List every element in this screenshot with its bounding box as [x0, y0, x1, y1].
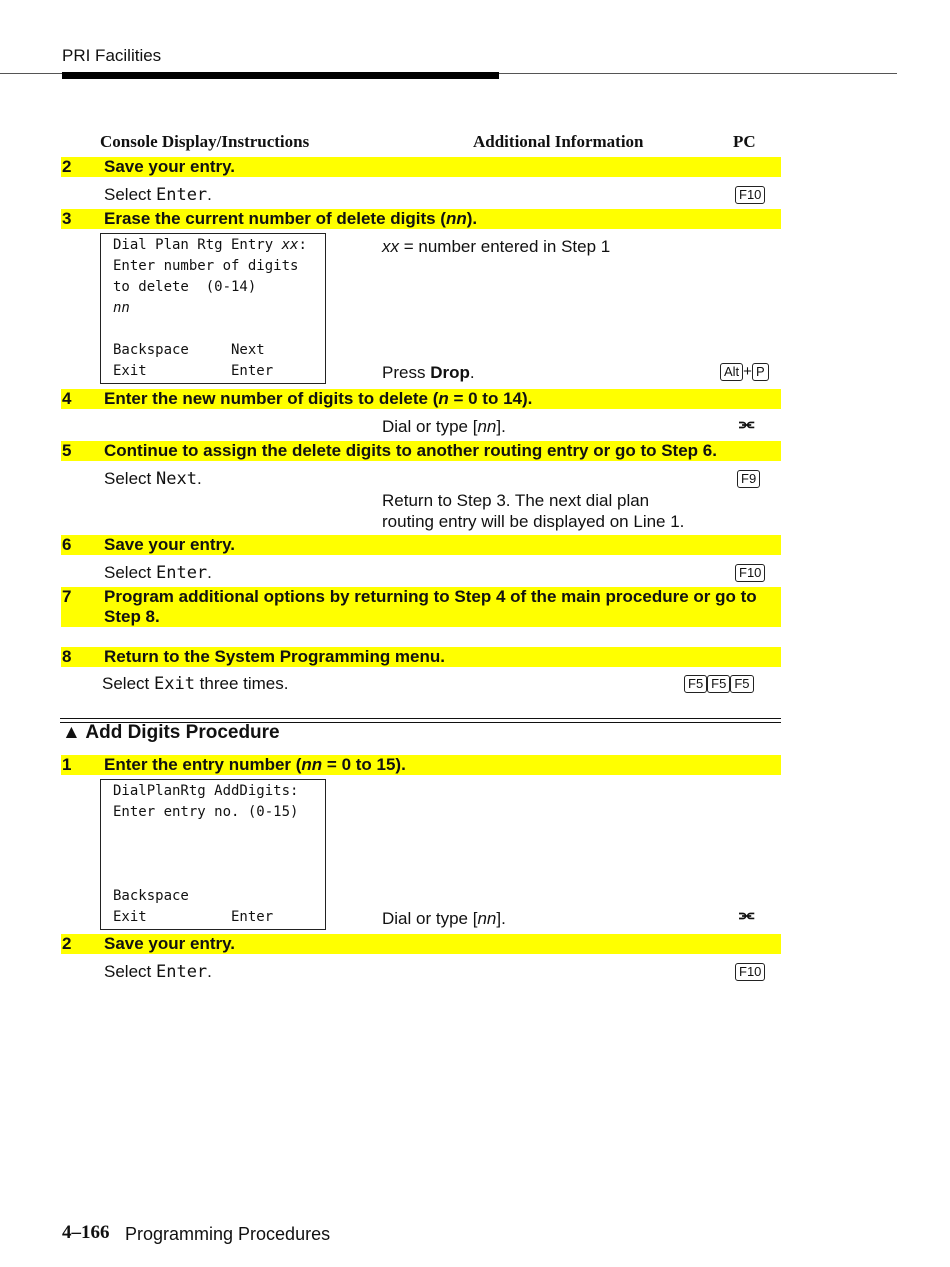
step-number: 4: [62, 389, 72, 408]
step-2-instruction: [104, 185, 212, 205]
step-8-instruction: Select Exit three times.: [102, 674, 289, 694]
key-p: P: [752, 363, 769, 381]
col-console-heading: Console Display/Instructions: [100, 132, 310, 151]
command-enter: Enter: [155, 962, 208, 982]
step-5-info-line-2: routing entry will be displayed on Line 1.: [382, 512, 685, 531]
footer-title: Programming Procedures: [125, 1224, 331, 1244]
key-sequence-f5: [684, 675, 754, 693]
key-f9: F9: [737, 470, 760, 488]
key-f10: F10: [735, 564, 765, 582]
step-6-instruction: Select Enter.: [104, 563, 212, 583]
console-display-screen: [100, 233, 326, 384]
step-title: Return to the System Programming menu.: [104, 647, 445, 666]
key-combo-alt-p: [720, 363, 769, 381]
step-3-press-drop: Press Drop.: [382, 363, 475, 382]
step-title: Continue to assign the delete digits to another routing entry or go to Step 6.: [104, 441, 717, 460]
screen-line: Dial Plan Rtg Entry xx:: [113, 237, 307, 253]
screen-line: Exit Enter: [113, 909, 274, 925]
step-number: 8: [62, 647, 72, 666]
step-number: 2: [62, 934, 72, 953]
step-4-band: [61, 389, 781, 409]
screen-line: Exit Enter: [113, 363, 274, 379]
col-pc-heading: PC: [733, 132, 756, 151]
key-f5: F5: [730, 675, 753, 693]
section-title: ▲ Add Digits Procedure: [62, 722, 280, 743]
add-step-2-band: [61, 934, 781, 954]
screen-line: Enter entry no. (0-15): [113, 804, 299, 820]
step-number: 2: [62, 157, 72, 176]
key-f5: F5: [684, 675, 707, 693]
command-enter: Enter: [155, 563, 208, 583]
step-number: 5: [62, 441, 72, 460]
step-5-instruction: Select Next.: [104, 469, 202, 489]
handset-icon: ⫘: [739, 414, 755, 433]
add-step-2-instruction: Select Enter.: [104, 962, 212, 982]
step-4-dial: Dial or type [nn].: [382, 417, 506, 436]
add-step-1-dial: Dial or type [nn].: [382, 909, 506, 928]
step-7-band: [61, 587, 781, 627]
handset-icon: ⫘: [739, 905, 755, 924]
screen-line: Backspace: [113, 888, 189, 904]
step-title: Save your entry.: [104, 535, 236, 554]
instruction-text: Select: [104, 185, 156, 204]
col-info-heading: Additional Information: [473, 132, 644, 151]
screen-line: Backspace Next: [113, 342, 265, 358]
step-2-band: [61, 157, 781, 177]
key-alt: Alt: [720, 363, 743, 381]
step-3-band: [61, 209, 781, 229]
step-title: Save your entry.: [104, 934, 236, 953]
step-number: 3: [62, 209, 72, 228]
instruction-text: .: [207, 185, 212, 204]
step-number: 1: [62, 755, 72, 774]
command-enter: Enter: [155, 185, 208, 205]
header-bar: [62, 72, 499, 79]
step-3-info: xx = number entered in Step 1: [382, 237, 611, 256]
step-number: 6: [62, 535, 72, 554]
key-f5: F5: [707, 675, 730, 693]
command-next: Next: [155, 469, 197, 489]
step-5-info-line-1: Return to Step 3. The next dial plan: [382, 491, 650, 510]
plus-sign: +: [743, 363, 752, 380]
step-title: Save your entry.: [104, 157, 236, 176]
step-8-band: [61, 647, 781, 667]
running-header: PRI Facilities: [62, 46, 162, 65]
step-title: Enter the new number of digits to delete (n = 0 to 14).: [104, 389, 533, 408]
command-exit: Exit: [153, 674, 195, 694]
screen-line: to delete (0-14): [113, 279, 257, 295]
step-title: Erase the current number of delete digits (nn).: [104, 209, 478, 228]
key-f10: F10: [735, 963, 765, 981]
key-f10: F10: [735, 186, 765, 204]
screen-line: DialPlanRtg AddDigits:: [113, 783, 299, 799]
page-number: 4–166: [62, 1222, 110, 1243]
step-5-band: [61, 441, 781, 461]
add-step-1-band: [61, 755, 781, 775]
step-number: 7: [62, 587, 72, 606]
step-6-band: [61, 535, 781, 555]
step-title: Enter the entry number (nn = 0 to 15).: [104, 755, 406, 774]
console-display-screen: [100, 779, 326, 930]
step-title: Program additional options by returning to Step 4 of the main procedure or go to Step 8.: [104, 587, 757, 626]
screen-line: nn: [113, 300, 130, 316]
screen-line: Enter number of digits: [113, 258, 299, 274]
